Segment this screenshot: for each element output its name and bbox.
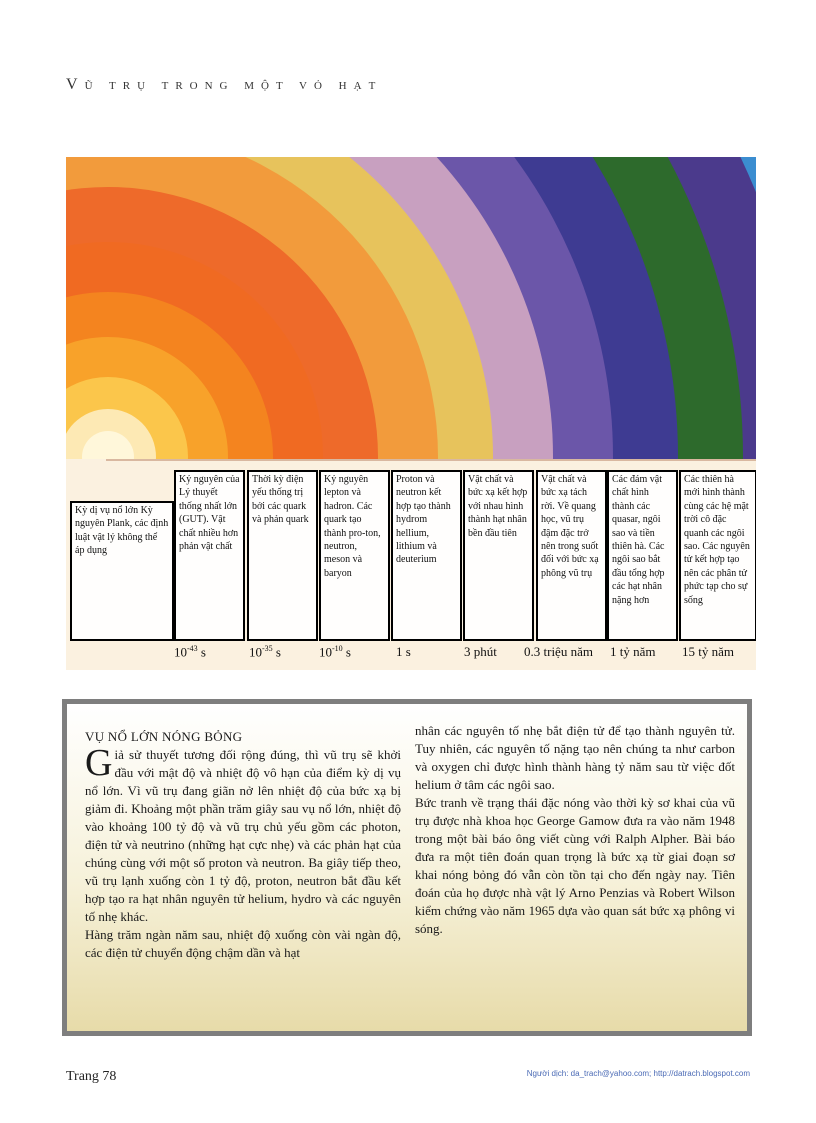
right-paragraph-2: Bức tranh về trạng thái đặc nóng vào thời kỳ sơ khai của vũ trụ được nhà khoa học George Gamow đưa ra vào năm 1948 trong một bài báo ông viết cùng với Ralph Alpher. Bài báo đưa ra một tiên đoán quan trọng là bức xạ từ giai đoạn sơ khai nóng bỏng đó vẫn còn tồn tại cho đến ngày nay. Tiên đoán của họ được nhà vật lý Arno Penzias và Robert Wilson kiểm chứng vào năm 1965 dựa vào quan sát bức xạ phông vi sóng.	[415, 795, 735, 936]
time-tick-2: $10^{-35}$ s	[249, 644, 281, 660]
running-header	[66, 76, 382, 94]
time-tick-4: 1 s	[396, 644, 411, 659]
era-box-1: Kỳ dị vụ nổ lớn Kỳ nguyên Plank, các định luật vật lý không thể áp dụng	[70, 501, 174, 641]
time-tick-1: $10^{-43}$ s	[174, 644, 206, 660]
left-paragraph-1-text: iả sử thuyết tương đối rộng đúng, thì vũ trụ sẽ khởi đầu với mật độ và nhiệt độ vô hạn của điểm kỳ dị vụ nổ lớn. Vì vũ trụ đang giãn nở lên nhiệt độ của bức xạ bị giảm đi. Khoảng một phần trăm giây sau vụ nổ lớn, nhiệt độ vào khoảng 100 tỷ độ và vũ trụ chủ yếu gồm các photon, điện tử và neutrino (những hạt cực nhẹ) và các phản hạt của chúng cùng với một số proton và neutron. Ba giây tiếp theo, vũ trụ lạnh xuống còn 1 tỷ độ, proton, neutron bắt đầu kết hợp tạo ra hạt nhân nguyên tử helium, hydro và các nguyên tố nhẹ khác.	[85, 747, 401, 924]
time-tick-8: 15 tỷ năm	[682, 644, 734, 659]
cosmic-timeline-figure	[66, 157, 756, 670]
time-tick-3: $10^{-10}$ s	[319, 644, 351, 660]
right-column	[415, 722, 735, 938]
era-box-4: Kỷ nguyên lepton và hadron. Các quark tạo thành pro-ton, neutron, meson và baryon	[319, 470, 390, 641]
hot-big-bang-sidebar	[62, 699, 752, 1036]
right-paragraph-1: nhân các nguyên tố nhẹ bắt điện tử để tạo thành nguyên tử. Tuy nhiên, các nguyên tố nặng tạo nên chúng ta như carbon và oxygen chỉ được hình thành hàng tỷ năm sau từ việc đốt helium ở tâm các ngôi sao.	[415, 723, 735, 792]
time-tick-6: 0.3 triệu năm	[524, 644, 593, 659]
era-box-5: Proton và neutron kết hợp tạo thành hydrom hellium, lithium và deuterium	[391, 470, 462, 641]
header-rest: Ũ TRỤ TRONG MỘT VỎ HẠT	[84, 80, 383, 92]
time-tick-7: 1 tỷ năm	[610, 644, 656, 659]
time-tick-5: 3 phút	[464, 644, 497, 659]
sidebar-title: VỤ NỔ LỚN NÓNG BỎNG	[85, 729, 243, 744]
page-number: Trang 78	[66, 1069, 117, 1084]
left-paragraph-2: Hàng trăm ngàn năm sau, nhiệt độ xuống còn vài ngàn độ, các điện tử chuyển động chậm dần và hạt	[85, 927, 401, 960]
header-initial: V	[66, 76, 85, 93]
era-box-2: Kỷ nguyên của Lý thuyết thống nhất lớn (GUT). Vật chất nhiều hơn phản vật chất	[174, 470, 245, 641]
era-box-6: Vật chất và bức xạ kết hợp với nhau hình thành hạt nhân bền đầu tiên	[463, 470, 534, 641]
era-box-3: Thời kỳ điện yếu thống trị bởi các quark và phản quark	[247, 470, 318, 641]
left-paragraph-1	[85, 742, 401, 926]
era-box-8: Các đám vật chất hình thành các quasar, ngôi sao và tiền thiên hà. Các ngôi sao bắt đầu tổng hợp các hạt nhân nặng hơn	[607, 470, 678, 641]
translator-credit[interactable]: Người dịch: da_trach@yahoo.com; http://datrach.blogspot.com	[526, 1069, 750, 1078]
drop-cap: G	[85, 742, 113, 784]
era-box-7: Vật chất và bức xạ tách rời. Về quang học, vũ trụ đậm đặc trở nên trong suốt đối với bức xạ phông vũ trụ	[536, 470, 607, 641]
era-box-9: Các thiên hà mới hình thành cùng các hệ mặt trời cô đặc quanh các ngôi sao. Các nguyên tử kết hợp tạo nên các phân tử phức tạp cho sự sống	[679, 470, 756, 641]
left-column	[85, 728, 401, 962]
